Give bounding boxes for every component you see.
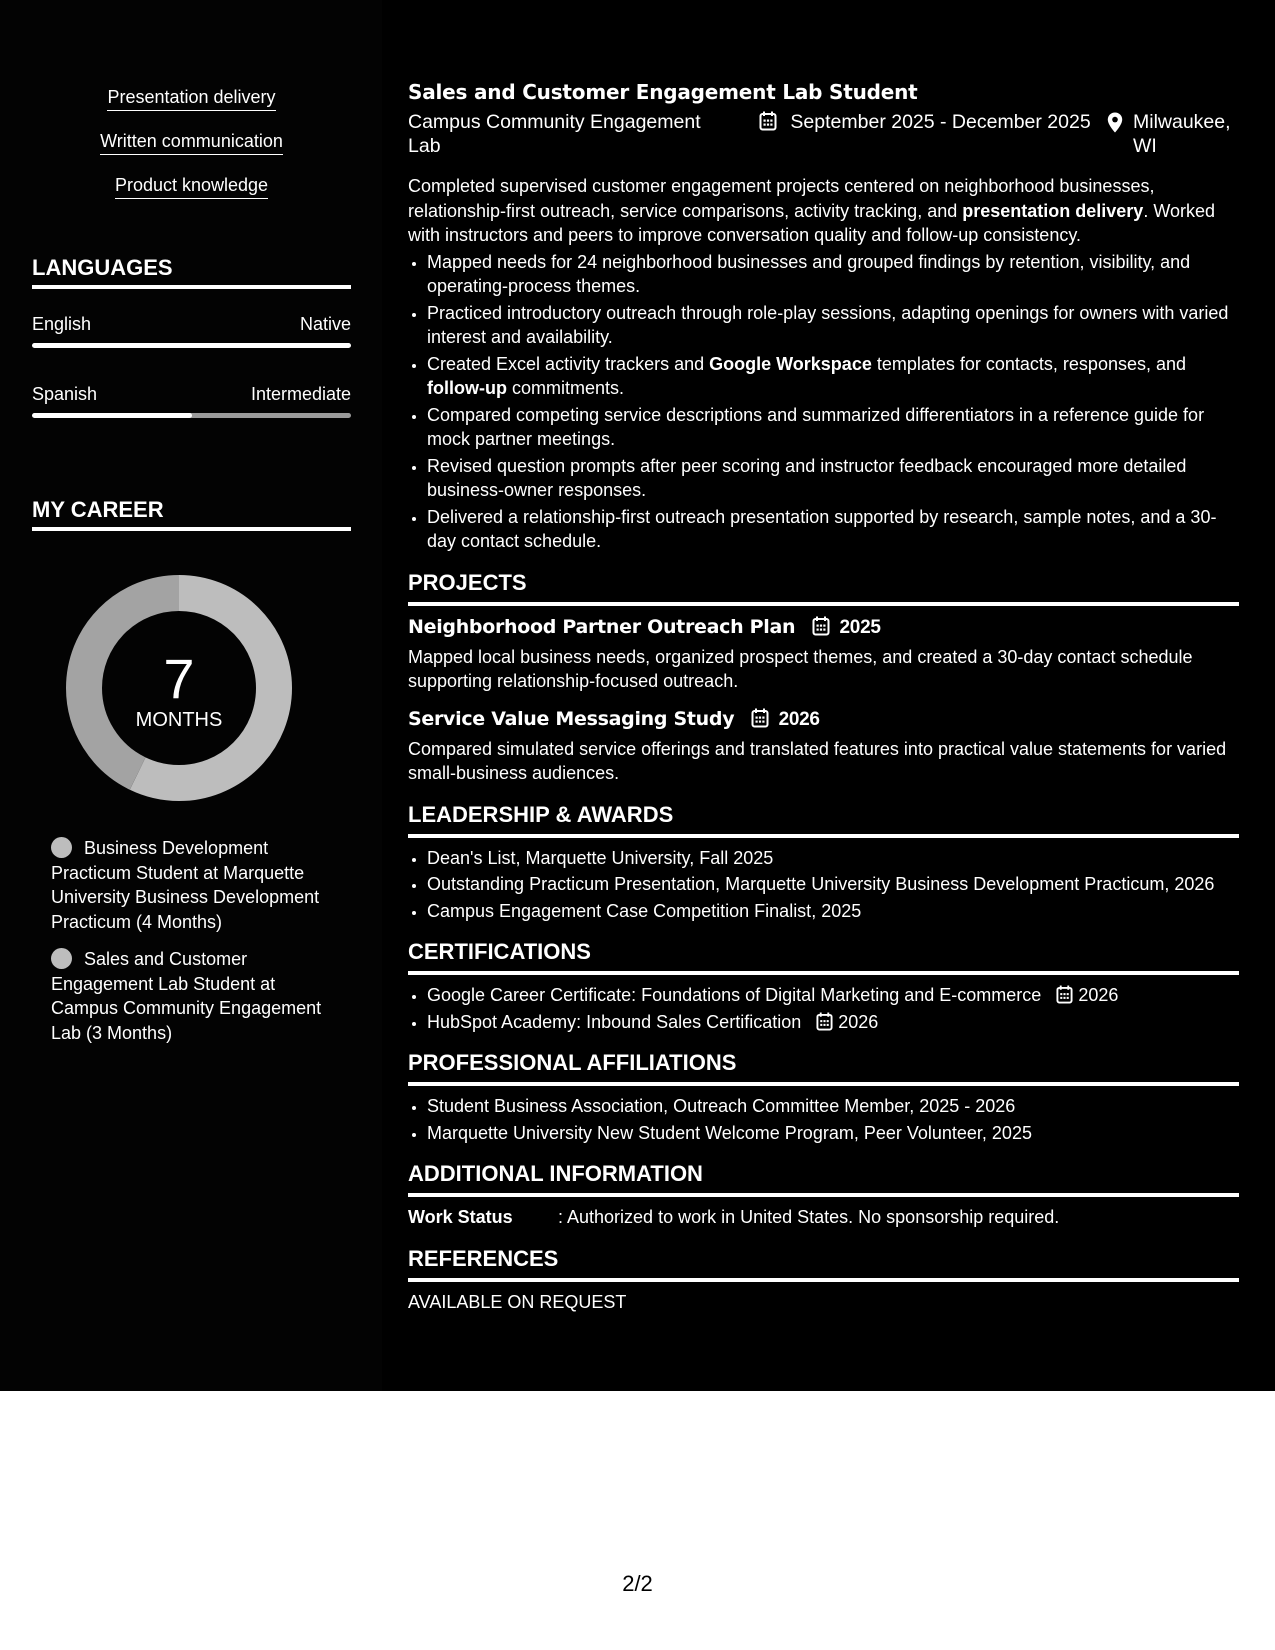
language-proficiency-fill: [32, 343, 351, 348]
language-row: [32, 383, 351, 418]
project-year-text: 2025: [839, 616, 881, 638]
sidebar: [0, 0, 382, 1391]
career-total-number: 7: [163, 647, 195, 710]
job-location: [1107, 110, 1239, 158]
references-text: AVAILABLE ON REQUEST: [408, 1291, 627, 1312]
career-donut-chart: [66, 575, 292, 801]
page-number: 2/2: [622, 1571, 653, 1596]
leadership-item: • Outstanding Practicum Presentation, Marquette University Business Development Practicum, 2026: [427, 872, 1239, 897]
language-level: Native: [299, 314, 351, 334]
certification-item: [427, 1010, 1239, 1035]
leadership-item: • Campus Engagement Case Competition Finalist, 2025: [427, 899, 1239, 924]
bullet-bold-text: follow-up: [427, 378, 507, 398]
job-bullet: • Revised question prompts after peer scoring and instructor feedback encouraged more detailed business-owner responses.: [427, 454, 1239, 503]
project-name: Neighborhood Partner Outreach Plan: [408, 615, 796, 638]
affiliations-list: [408, 1094, 1239, 1145]
job-location-text: Milwaukee, WI: [1133, 111, 1231, 157]
leadership-item: • Dean's List, Marquette University, Fall 2025: [427, 846, 1239, 871]
skills-list: [32, 86, 351, 218]
main-content: [408, 78, 1239, 1314]
skill-item: [32, 130, 351, 155]
job-bullet: • Delivered a relationship-first outreach presentation supported by research, sample notes, and a 30-day contact schedule.: [427, 505, 1239, 554]
certification-year-text: 2026: [838, 1011, 879, 1032]
language-proficiency-fill: [32, 413, 192, 418]
project-title: [408, 614, 1239, 641]
project-year: [751, 709, 820, 730]
job-dates-text: September 2025 - December 2025: [790, 111, 1091, 133]
work-status-row: [408, 1205, 1239, 1230]
career-total-unit: MONTHS: [135, 709, 223, 731]
references-heading: REFERENCES: [408, 1246, 1239, 1282]
affiliations-heading: PROFESSIONAL AFFILIATIONS: [408, 1050, 1239, 1086]
project-description: Mapped local business needs, organized prospect themes, and created a 30-day contact schedule supporting relationship-focused outreach.: [408, 646, 1193, 691]
location-pin-icon: [1107, 112, 1123, 133]
certifications-list: [408, 983, 1239, 1034]
project-year-text: 2026: [778, 708, 820, 730]
career-item-text: Sales and Customer Engagement Lab Student at Campus Community Engagement Lab (3 Months): [51, 949, 322, 1043]
skill-label: Presentation delivery: [107, 86, 275, 111]
language-level: Intermediate: [250, 384, 351, 404]
project-title: [408, 706, 1239, 733]
summary-text: Completed supervised customer engagement projects centered on neighborhood businesses, relationship-first outreach, service comparisons, activity tracking, and: [408, 176, 1155, 221]
leadership-heading: LEADERSHIP & AWARDS: [408, 802, 1239, 838]
calendar-icon: [812, 616, 830, 636]
bullet-text: commitments.: [506, 378, 625, 398]
work-status-value: : Authorized to work in United States. No sponsorship required.: [558, 1207, 1060, 1227]
career-item: [51, 947, 331, 1045]
career-item-text: Business Development Practicum Student at Marquette University Business Development Practicum (4 Months): [51, 838, 320, 932]
skill-item: [32, 174, 351, 199]
project-year: [812, 617, 881, 638]
work-status-label: Work Status: [408, 1207, 513, 1227]
certification-year: [816, 1012, 878, 1032]
skill-label: Product knowledge: [115, 174, 268, 199]
job-bullet: [427, 352, 1239, 401]
additional-info-heading: ADDITIONAL INFORMATION: [408, 1161, 1239, 1197]
job-bullet: • Compared competing service descriptions and summarized differentiators in a reference guide for mock partner meetings.: [427, 403, 1239, 452]
language-proficiency-bar: [32, 343, 351, 348]
certifications-heading: CERTIFICATIONS: [408, 939, 1239, 975]
project-name: Service Value Messaging Study: [408, 707, 735, 730]
bullet-text: Created Excel activity trackers and: [427, 353, 710, 374]
certification-year-text: 2026: [1078, 985, 1119, 1005]
affiliation-item: • Student Business Association, Outreach Committee Member, 2025 - 2026: [427, 1094, 1239, 1119]
affiliation-item: • Marquette University New Student Welcome Program, Peer Volunteer, 2025: [427, 1121, 1239, 1146]
leadership-list: [408, 846, 1239, 924]
job-meta: [408, 110, 1239, 166]
calendar-icon: [1056, 985, 1073, 1004]
job-bullet: • Practiced introductory outreach through role-play sessions, adapting openings for owners with varied interest and availability.: [427, 301, 1239, 350]
career-heading: MY CAREER: [32, 497, 351, 531]
language-name: English: [32, 314, 92, 334]
job-company: Campus Community Engagement Lab: [408, 111, 701, 157]
job-dates: [759, 110, 1091, 134]
job-title: Sales and Customer Engagement Lab Student: [408, 80, 918, 104]
project-description: Compared simulated service offerings and translated features into practical value statements for varied small-business audiences.: [408, 738, 1227, 783]
certification-name: Google Career Certificate: Foundations of Digital Marketing and E-commerce: [427, 985, 1042, 1005]
certification-item: [427, 983, 1239, 1008]
job-bullet: • Mapped needs for 24 neighborhood businesses and grouped findings by retention, visibility, and operating-process themes.: [427, 250, 1239, 299]
projects-heading: PROJECTS: [408, 570, 1239, 606]
certification-year: [1056, 985, 1118, 1005]
language-name: Spanish: [32, 384, 98, 404]
calendar-icon: [816, 1012, 833, 1031]
bullet-bold-text: Google Workspace: [709, 353, 872, 374]
bullet-dot-icon: [51, 948, 72, 969]
skill-label: Written communication: [100, 130, 283, 155]
job-bullets: [408, 250, 1239, 554]
bullet-text: templates for contacts, responses, and: [871, 353, 1187, 374]
job-summary: [408, 174, 1239, 248]
language-proficiency-bar: [32, 413, 351, 418]
skill-item: [32, 86, 351, 111]
career-item: [51, 836, 331, 934]
bullet-dot-icon: [51, 837, 72, 858]
certification-name: HubSpot Academy: Inbound Sales Certification: [427, 1011, 802, 1032]
calendar-icon: [751, 708, 769, 728]
language-row: [32, 313, 351, 348]
languages-heading: LANGUAGES: [32, 255, 351, 289]
calendar-icon: [759, 111, 777, 131]
summary-text: . Worked with instructors and peers to improve conversation quality and follow-up consistency.: [408, 200, 1216, 245]
summary-bold-text: presentation delivery: [962, 200, 1144, 221]
career-list: [51, 836, 331, 1058]
